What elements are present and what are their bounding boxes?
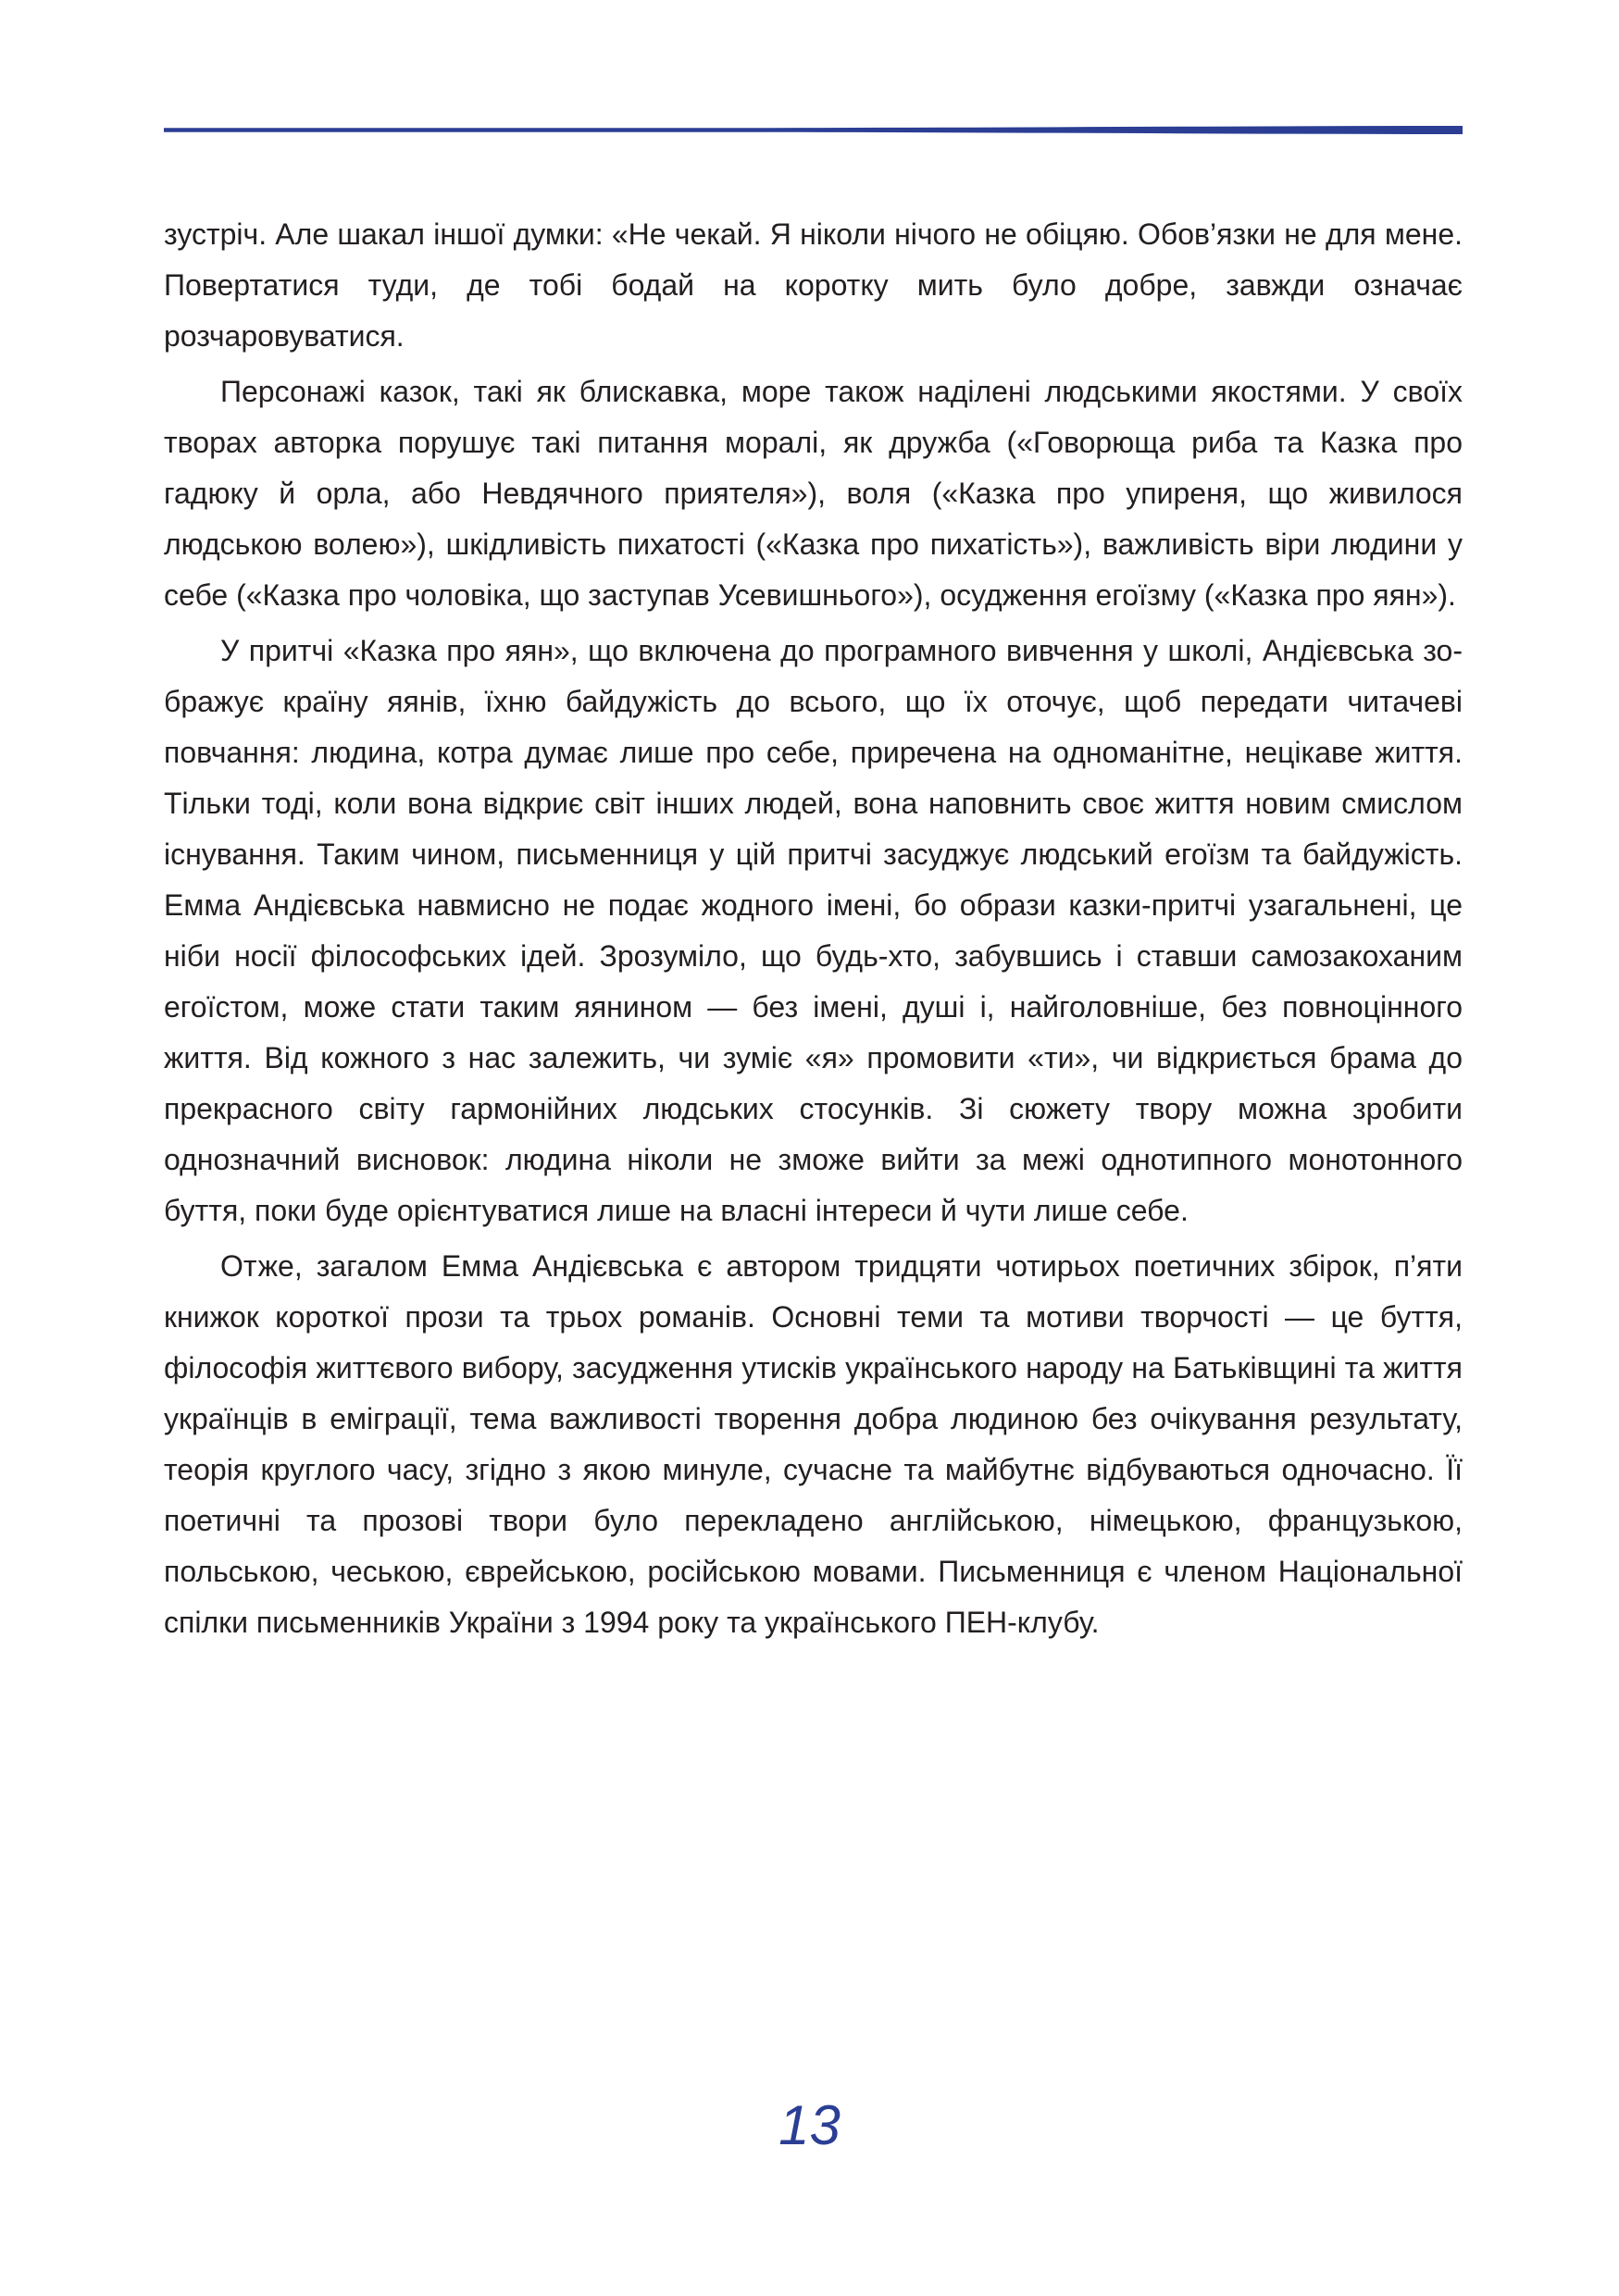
body-text — [164, 209, 1463, 1653]
paragraph-parable-analysis: У притчі «Казка про яян», що включена до програмного вивчення у школі, Андієвська зображує країну яянів, їхню байдужість до всього, що їх оточує, щоб передати читачеві повчання: людина, котра думає лише про себе, приречена на одноманітне, нецікаве життя. Тільки тоді, коли вона відкриє світ інших людей, вона наповнить своє життя новим смислом існування. Таким чином, письменниця у цій притчі засуджує людський егоїзм та байдужість. Емма Андієвська навмисно не подає жодного імені, бо образи казки-притчі узагальнені, це ніби носії філософських ідей. Зрозуміло, що будь-хто, забувшись і ставши самозакоханим егоїстом, може стати таким яянином — без імені, душі і, найголовніше, без повноцінного життя. Від кожного з нас залежить, чи зуміє «я» промовити «ти», чи відкриється брама до прекрасного світу гармонійних людських стосунків. Зі сюжету твору можна зробити однозначний висновок: людина ніколи не зможе вийти за межі однотипного монотонного буття, поки буде орієнтуватися лише на власні інтереси й чути лише себе. — [164, 634, 1463, 1227]
header-rule-line — [164, 126, 1463, 134]
header-rule — [164, 126, 1463, 134]
paragraph-conclusion: Отже, загалом Емма Андієвська є автором тридцяти чотирьох поетичних збірок, п’яти книжок короткої прози та трьох романів. Основні теми та мотиви творчості — це буття, філософія життєвого вибору, засудження утисків українського народу на Батьківщині та життя українців в еміграції, тема важливості творення добра людиною без очікування результату, теорія круглого часу, згідно з якою минуле, сучасне та майбутнє відбуваються одночасно. Її поетичні та прозові твори було перекладено англійською, німецькою, французькою, польською, чеською, єврейською, російською мовами. Письменниця є членом Національної спілки письменників України з 1994 року та українського ПЕН-клубу. — [164, 1249, 1463, 1639]
paragraph-continued: зустріч. Але шакал іншої думки: «Не чекай. Я ніколи нічого не обіцяю. Обов’язки не для мене. Повертатися туди, де тобі бодай на коротку мить було добре, завжди означає розчаровуватися. — [164, 217, 1463, 353]
page-number: 13 — [778, 2094, 841, 2156]
paragraph-fairy-tale-characters: Персонажі казок, такі як блискавка, море також наділені людськими якостями. У своїх творах авторка порушує такі питання моралі, як дружба («Говорюща риба та Казка про гадюку й орла, або Невдячного приятеля»), воля («Казка про упиреня, що живилося людською волею»), шкідливість пихатості («Казка про пихатість»), важливість віри людини у себе («Казка про чоловіка, що заступав Усевишнього»), осудження егоїзму («Казка про яян»). — [164, 375, 1463, 612]
